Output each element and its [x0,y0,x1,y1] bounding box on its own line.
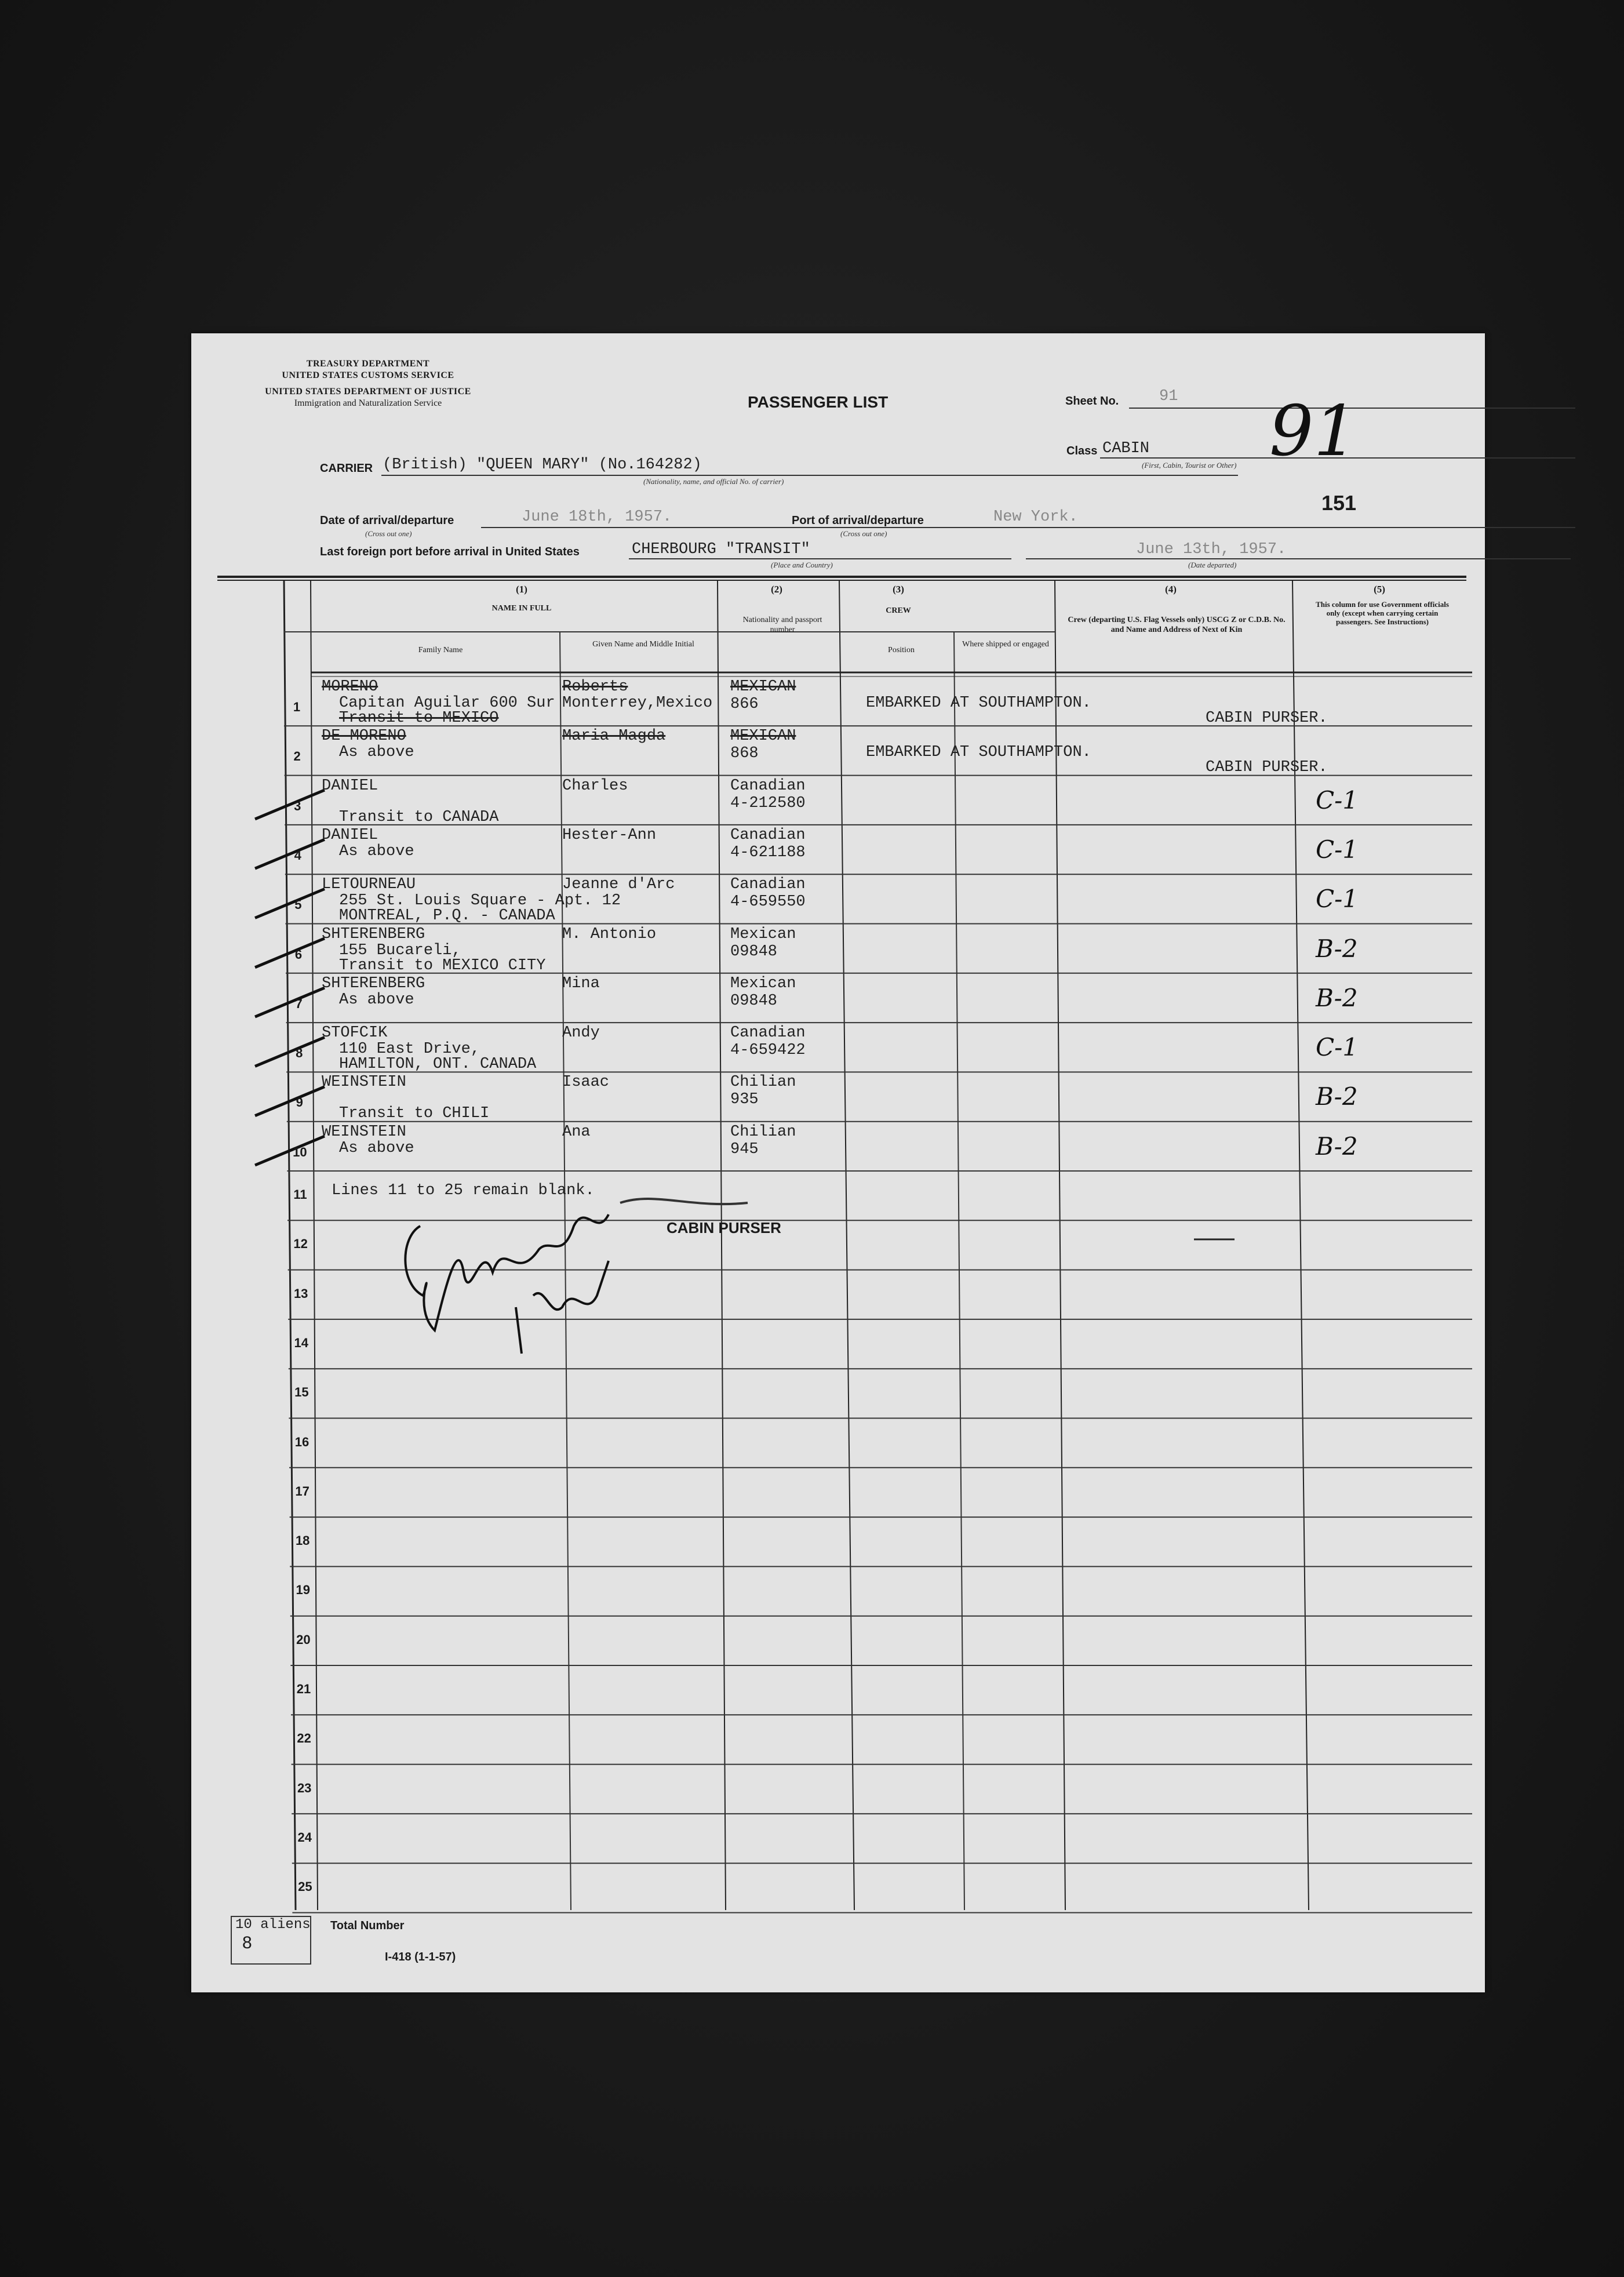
given-name: Isaac [562,1074,610,1092]
col3-position-header: Position [888,646,915,654]
passport-number: 935 [730,1091,759,1109]
given-name: Mina [562,974,600,992]
address-line-2: Transit to CANADA [339,808,499,826]
given-name: Andy [562,1024,600,1042]
official-class-mark: B-2 [1316,983,1358,1012]
agency-treasury: TREASURY DEPARTMENT [306,359,430,369]
official-class-mark: C-1 [1316,885,1359,914]
official-class-mark: B-2 [1316,1082,1358,1111]
col3-where-header: Where shipped or engaged [962,640,1049,649]
given-name: Charles [562,777,628,795]
nationality: Mexican [730,925,796,943]
official-class-mark: C-1 [1316,785,1359,814]
row-number: 16 [294,1434,309,1449]
carrier-value: (British) "QUEEN MARY" (No.164282) [383,456,702,474]
crew-embarked-note: EMBARKED AT SOUTHAMPTON. [866,694,1091,712]
last-port-value: CHERBOURG "TRANSIT" [632,541,810,558]
sheet-number-handwritten: 91 [1269,391,1358,472]
address-line-2: Transit to CHILI [339,1105,490,1123]
row-number: 18 [295,1533,310,1548]
carrier-label: CARRIER [320,462,373,475]
passport-number: 09848 [730,943,778,961]
date-departed-caption: (Date departed) [1188,561,1237,569]
given-name: Roberts [562,678,628,696]
address-line-2: MONTREAL, P.Q. - CANADA [339,907,555,925]
family-name: DANIEL [322,777,378,795]
table-grid [191,333,1485,1992]
col1-given-header: Given Name and Middle Initial [592,640,694,649]
row-number: 19 [296,1583,311,1598]
row-number: 4 [294,847,301,863]
nationality: Mexican [730,974,796,992]
col5-number: (5) [1374,584,1385,595]
address-line-2: Transit to MEXICO [339,710,499,727]
row-number: 17 [295,1483,309,1498]
address-line-1: 155 Bucareli, [339,941,461,959]
nationality: Chilian [730,1074,796,1092]
address-line-1: 110 East Drive, [339,1041,480,1059]
row-number: 10 [293,1144,307,1159]
official-class-mark: C-1 [1316,835,1359,864]
given-name: M. Antonio [562,925,657,943]
form-number: I-418 (1-1-57) [385,1951,456,1963]
place-caption: (Place and Country) [771,561,833,569]
address-line-2: HAMILTON, ONT. CANADA [339,1056,537,1074]
passport-number: 866 [730,696,759,713]
given-name: Ana [562,1123,591,1141]
total-typed: 10 aliens [235,1917,311,1933]
row-number: 8 [296,1046,303,1061]
official-class-mark: B-2 [1316,934,1358,963]
agency-justice: UNITED STATES DEPARTMENT OF JUSTICE [265,387,471,397]
col2-number: (2) [771,584,782,595]
nationality: MEXICAN [730,678,796,696]
nationality: Canadian [730,1024,806,1042]
port-label: Port of arrival/departure [792,514,924,527]
family-name: DANIEL [322,826,378,844]
passport-number: 4-212580 [730,794,806,812]
row-number: 9 [296,1095,303,1110]
col1-number: (1) [516,584,527,595]
nationality: Chilian [730,1123,796,1141]
address-line-1: As above [339,744,414,762]
date-label: Date of arrival/departure [320,514,454,527]
class-label: Class [1066,445,1098,457]
row-number: 20 [296,1632,311,1647]
cabin-purser-label: CABIN PURSER [667,1219,781,1236]
row-number: 1 [293,700,301,714]
official-class-mark: B-2 [1316,1132,1358,1161]
address-line-1: 255 St. Louis Square - Apt. 12 [339,892,621,910]
row-number: 7 [295,996,303,1011]
col1-family-header: Family Name [418,646,463,654]
col4-number: (4) [1165,584,1177,595]
crew-purser-signature: CABIN PURSER. [1206,759,1328,777]
sheet-label: Sheet No. [1065,395,1119,408]
family-name: MORENO [322,678,378,696]
agency-ins: Immigration and Naturalization Service [294,398,442,408]
crew-purser-signature: CABIN PURSER. [1206,710,1328,727]
address-line-1: As above [339,991,414,1009]
passport-number: 945 [730,1140,759,1158]
passport-number: 4-659550 [730,893,806,911]
col2-title: Nationality and passport number [742,616,822,634]
given-name: Hester-Ann [562,826,657,844]
family-name: SHTERENBERG [322,925,425,943]
last-port-label: Last foreign port before arrival in United States [320,545,580,558]
col4-title: Crew (departing U.S. Flag Vessels only) USCG Z or C.D.B. No. and Name and Address of Next of Kin [1068,616,1286,634]
given-name: Maria Magda [562,728,666,745]
family-name: WEINSTEIN [322,1074,406,1092]
row-number: 5 [294,897,302,912]
passport-number: 868 [730,745,759,763]
nationality: MEXICAN [730,728,796,745]
nationality: Canadian [730,777,806,795]
total-corrected: 8 [242,1933,252,1952]
port-cross-caption: (Cross out one) [840,529,887,538]
row-number: 22 [297,1731,311,1746]
row-number: 15 [294,1385,309,1400]
official-class-mark: C-1 [1316,1033,1359,1062]
row-number: 11 [293,1187,307,1202]
row-number: 6 [294,947,303,962]
family-name: DE MORENO [322,728,406,745]
passport-number: 09848 [730,992,778,1010]
row-number: 24 [297,1829,312,1845]
passenger-list-sheet [191,333,1485,1992]
passport-number: 4-659422 [730,1042,806,1060]
sheet-number-typed: 91 [1159,388,1178,405]
row-number: 3 [294,798,301,813]
total-label: Total Number [330,1919,405,1932]
family-name: WEINSTEIN [322,1123,406,1141]
address-extra: Monterrey,Mexico [562,694,713,712]
page-number: 151 [1321,491,1357,515]
class-value: CABIN [1102,440,1150,457]
address-line-2: Transit to MEXICO CITY [339,956,546,974]
date-value: June 18th, 1957. [522,508,672,526]
nationality: Canadian [730,876,806,894]
row-number: 14 [294,1335,309,1350]
carrier-caption: (Nationality, name, and official No. of carrier) [643,477,784,486]
passport-number: 4-621188 [730,843,806,861]
class-caption: (First, Cabin, Tourist or Other) [1142,461,1237,470]
row-number: 13 [293,1286,308,1301]
col1-title: NAME IN FULL [491,604,552,613]
nationality: Canadian [730,826,806,844]
row-number: 2 [293,749,301,764]
remain-blank-note: Lines 11 to 25 remain blank. [332,1182,595,1199]
given-name: Jeanne d'Arc [562,876,675,894]
row-number: 25 [298,1879,312,1894]
agency-customs: UNITED STATES CUSTOMS SERVICE [282,370,454,380]
row-number: 12 [293,1236,308,1252]
family-name: SHTERENBERG [322,974,425,992]
col3-number: (3) [893,584,904,595]
crew-embarked-note: EMBARKED AT SOUTHAMPTON. [866,744,1091,762]
date-cross-caption: (Cross out one) [365,529,412,538]
row-number: 21 [296,1682,311,1696]
family-name: STOFCIK [322,1024,388,1042]
family-name: LETOURNEAU [322,876,416,894]
address-line-1: As above [339,1139,414,1157]
address-line-1: Capitan Aguilar 600 Sur [339,694,555,712]
col5-title: This column for use Government officials only (except when carrying certain passengers. See Instructions) [1316,600,1449,626]
port-value: New York. [993,508,1078,526]
date-departed-value: June 13th, 1957. [1136,541,1287,558]
page-title: PASSENGER LIST [748,393,889,411]
address-line-1: As above [339,842,414,860]
row-number: 23 [297,1780,312,1795]
col3-title: CREW [886,606,911,615]
